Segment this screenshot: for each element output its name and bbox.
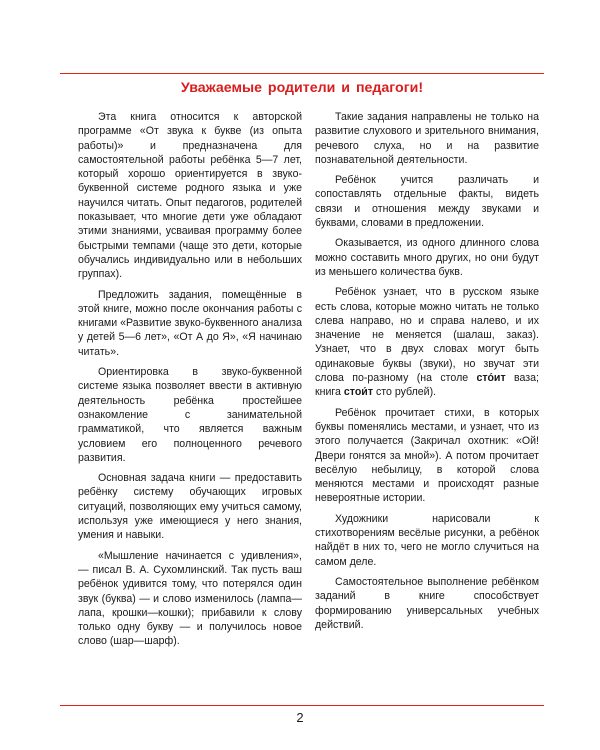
bottom-divider <box>60 705 544 706</box>
paragraph: Предложить задания, помещённые в этой книге, можно после окончания работы с книгами «Развитие звуко-буквенного анализа у детей 5—6 лет», «От А до Я», «Я начинаю читать». <box>78 288 302 358</box>
paragraph: Ребёнок учится различать и сопоставлять отдельные факты, видеть связи и отношения между звуками и буквами, словами в предложении. <box>315 174 539 230</box>
page-title: Уважаемые родители и педагоги! <box>180 80 424 96</box>
paragraph: Ребёнок прочитает стихи, в которых буквы поменялись местами, и узнает, что из этого получается (Закричал охотник: «Ой! Двери гонятся за мной»). А потом прочитает весёлую небылицу, в которой слова меняются местами и происходят разные невероятные истории. <box>315 406 539 505</box>
page-number: 2 <box>296 710 304 725</box>
paragraph: Ориентировка в звуко-буквенной системе языка позволяет ввести в активную деятельность ребёнка простейшее ознакомление с занимательной грамматикой, что является важным условием его полноценного речевого развития. <box>78 366 302 464</box>
paragraph: Самостоятельное выполнение ребёнком заданий в книге способствует формированию универсальных учебных действий. <box>315 575 539 631</box>
paragraph: Основная задача книги — предоставить ребёнку систему обучающих игровых ситуаций, позволяющих ему учиться самому, используя уже имеющиеся у него знания, умения и навыки. <box>78 472 302 542</box>
left-column <box>78 110 302 655</box>
paragraph-text: сто рублей). <box>375 386 437 399</box>
paragraph: Оказывается, из одного длинного слова можно составить много других, но они будут из меньшего количества букв. <box>315 237 539 278</box>
paragraph-stress-example <box>315 285 539 399</box>
paragraph: Такие задания направлены не только на развитие слухового и зрительного внимания, речевого слуха, но и на развитие познавательной деятельности. <box>315 111 539 166</box>
paragraph: «Мышление начинается с удивления», — писал В. А. Сухомлинский. Так пусть ваш ребёнок удивится тому, что потерялся один звук (буква) — и слово изменилось (лампа—лапа, крошки—кошки); прибавили к слову только одну букву — и получилось новое слово (шар—шарф). <box>78 549 302 648</box>
paragraph: Эта книга относится к авторской программе «От звука к букве (из опыта работы)» и предназначена для самостоятельной работы ребёнка 5—7 лет, который хорошо ориентируется в звуко-буквенной системе родного языка и уже научился читать. Опыт педагогов, родителей показывает, что многие дети уже обладают этими знаниями, усваивая программу более быстрыми темпами (чаще это дети, которые обучались индивидуально или в небольших группах). <box>78 111 302 281</box>
paragraph: Художники нарисовали к стихотворениям весёлые рисунки, а ребёнок найдёт в них то, чего не могло случиться на самом деле. <box>315 512 539 568</box>
paragraph-text: Ребёнок узнает, что в русском языке есть слова, которые можно читать не только слева направо, но и справа налево, и их значение не меняется (шалаш, заказ). Узнает, что в двух словах могут быть одинаковые буквы (звуки), но звучат эти слова по-разному (на столе <box>315 286 539 385</box>
right-column <box>315 110 539 638</box>
paragraph-text: ваза; книга <box>315 372 539 399</box>
stressed-word: сто́ит <box>476 372 506 385</box>
top-divider <box>60 73 544 74</box>
stressed-word: стои́т <box>343 386 374 399</box>
